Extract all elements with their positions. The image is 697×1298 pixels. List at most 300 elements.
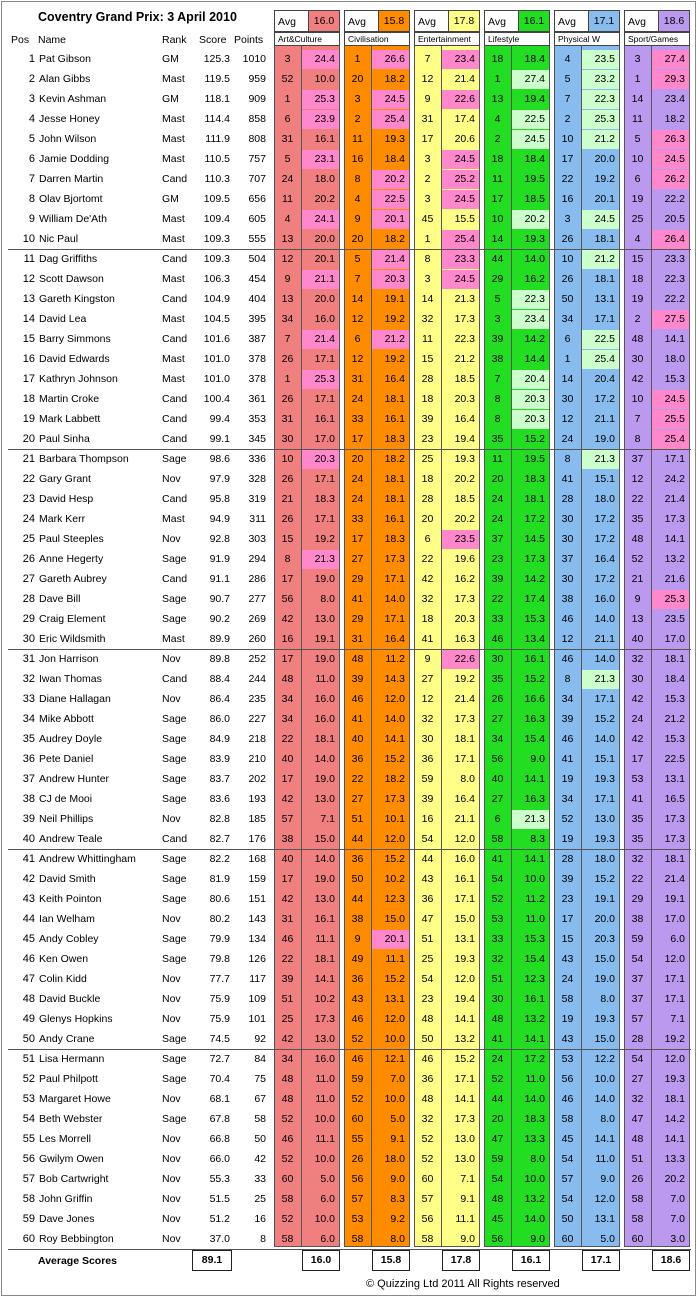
category-score: 22.3	[524, 293, 545, 305]
category-score: 19.6	[454, 553, 475, 565]
row-pos: 38	[22, 793, 35, 805]
category-rank: 25	[631, 213, 644, 225]
row-score: 99.1	[209, 433, 230, 445]
category-score: 17.0	[664, 633, 685, 645]
category-rank: 3	[424, 273, 431, 285]
category-rank: 58	[491, 833, 504, 845]
footer-label: Average Scores	[38, 1255, 117, 1267]
category-rank: 23	[421, 993, 434, 1005]
category-score: 24.5	[594, 213, 615, 225]
row-score: 94.9	[209, 513, 230, 525]
category-score: 15.0	[384, 913, 405, 925]
row-pos: 28	[22, 593, 35, 605]
row-rank: Sage	[162, 733, 187, 745]
category-score: 14.1	[524, 773, 545, 785]
row-score: 100.4	[203, 393, 230, 405]
row-pos: 46	[22, 953, 35, 965]
category-score: 11.0	[315, 1073, 335, 1085]
category-score: 18.1	[384, 473, 405, 485]
row-score: 51.5	[209, 1193, 230, 1205]
category-avg-label: Avg	[624, 10, 658, 32]
row-score: 106.3	[203, 273, 230, 285]
category-score: 8.0	[460, 773, 475, 785]
category-score: 20.0	[594, 153, 615, 165]
category-score: 7.1	[460, 1173, 475, 1185]
category-score: 18.0	[594, 853, 615, 865]
row-score: 125.3	[203, 53, 230, 65]
row-pos: 24	[22, 513, 35, 525]
row-points: 345	[248, 433, 266, 445]
category-score: 13.0	[314, 613, 335, 625]
category-rank: 39	[281, 973, 294, 985]
category-score: 15.1	[594, 473, 615, 485]
category-score: 13.0	[454, 1133, 475, 1145]
category-rank: 27	[421, 673, 434, 685]
row-pos: 30	[22, 633, 35, 645]
category-rank: 1	[424, 233, 431, 245]
category-score: 21.4	[384, 253, 405, 265]
category-score: 13.0	[454, 1153, 475, 1165]
category-rank: 6	[564, 333, 571, 345]
category-score: 18.4	[384, 153, 405, 165]
category-rank: 39	[561, 713, 574, 725]
category-rank: 22	[631, 873, 644, 885]
row-name: David Hesp	[39, 493, 94, 505]
category-rank: 39	[421, 413, 434, 425]
category-score: 21.4	[664, 873, 685, 885]
row-pos: 53	[22, 1093, 35, 1105]
category-rank: 17	[351, 533, 364, 545]
category-rank: 31	[351, 373, 364, 385]
row-rank: Sage	[162, 1033, 187, 1045]
category-score: 18.4	[664, 673, 685, 685]
category-score: 19.2	[384, 353, 405, 365]
row-name: Olav Bjortomt	[39, 193, 103, 205]
category-score: 24.2	[664, 473, 685, 485]
row-score: 66.8	[209, 1133, 230, 1145]
category-rank: 24	[631, 713, 644, 725]
copyright: © Quizzing Ltd 2011 All Rights reserved	[366, 1278, 560, 1290]
category-avg-value: 15.8	[378, 10, 410, 32]
row-score: 95.8	[209, 493, 230, 505]
category-rank: 25	[281, 1013, 294, 1025]
category-rank: 13	[281, 293, 294, 305]
category-rank: 19	[631, 193, 644, 205]
row-pos: 59	[22, 1213, 35, 1225]
row-score: 99.4	[209, 413, 230, 425]
row-name: Keith Pointon	[39, 893, 102, 905]
row-pos: 42	[22, 873, 35, 885]
category-score: 14.0	[524, 1093, 545, 1105]
row-rank: Sage	[162, 853, 187, 865]
category-score: 21.1	[594, 633, 615, 645]
row-rank: Mast	[162, 113, 185, 125]
category-rank: 53	[631, 773, 644, 785]
category-rank: 11	[422, 333, 433, 345]
row-score: 101.0	[203, 373, 230, 385]
row-name: Audrey Doyle	[39, 733, 103, 745]
category-score: 15.4	[524, 953, 545, 965]
category-score: 18.1	[384, 493, 405, 505]
category-score: 14.4	[524, 353, 545, 365]
row-name: Eric Wildsmith	[39, 633, 106, 645]
row-pos: 3	[28, 93, 35, 105]
category-rank: 50	[561, 293, 574, 305]
row-score: 109.3	[203, 233, 230, 245]
row-pos: 15	[22, 333, 35, 345]
category-rank: 40	[281, 853, 294, 865]
row-name: Paul Steeples	[39, 533, 104, 545]
category-score: 19.0	[314, 873, 335, 885]
header-name: Name	[38, 34, 67, 46]
category-rank: 48	[421, 1093, 434, 1105]
row-points: 235	[248, 693, 266, 705]
category-rank: 11	[492, 173, 503, 185]
row-pos: 39	[22, 813, 35, 825]
category-score: 25.4	[384, 113, 405, 125]
row-points: 16	[254, 1213, 266, 1225]
row-points: 269	[248, 613, 266, 625]
category-rank: 23	[491, 553, 504, 565]
row-pos: 44	[22, 913, 35, 925]
row-pos: 32	[22, 673, 35, 685]
category-rank: 26	[351, 1153, 364, 1165]
row-points: 58	[254, 1113, 266, 1125]
row-score: 75.9	[209, 993, 230, 1005]
row-name: Dag Griffiths	[39, 253, 98, 265]
row-score: 72.7	[209, 1053, 230, 1065]
category-rank: 33	[351, 513, 364, 525]
category-divider	[441, 46, 442, 1247]
category-score: 17.3	[454, 313, 475, 325]
category-score: 19.2	[384, 313, 405, 325]
row-name: Barbara Thompson	[39, 453, 129, 465]
category-rank: 24	[351, 393, 364, 405]
results-sheet	[1, 1, 696, 1296]
category-score: 13.0	[314, 793, 335, 805]
category-avg-label: Avg	[274, 10, 308, 32]
category-score: 16.0	[314, 1053, 335, 1065]
category-rank: 22	[281, 733, 294, 745]
category-rank: 32	[631, 853, 644, 865]
category-rank: 13	[631, 613, 644, 625]
category-rank: 47	[421, 913, 434, 925]
category-rank: 45	[561, 1133, 574, 1145]
category-label: Sport/Games	[624, 32, 690, 46]
category-rank: 41	[561, 753, 574, 765]
category-score: 25.3	[314, 93, 335, 105]
category-score: 21.2	[384, 333, 405, 345]
category-rank: 41	[351, 713, 364, 725]
row-points: 808	[248, 133, 266, 145]
row-points: 395	[248, 313, 266, 325]
category-rank: 56	[491, 1233, 504, 1245]
category-rank: 30	[631, 673, 644, 685]
category-rank: 8	[494, 413, 501, 425]
category-rank: 28	[421, 493, 434, 505]
row-rank: Nov	[162, 693, 181, 705]
category-avg-value: 17.1	[588, 10, 620, 32]
category-rank: 46	[491, 633, 504, 645]
row-pos: 25	[22, 533, 35, 545]
category-score: 18.2	[384, 773, 405, 785]
row-points: 404	[248, 293, 266, 305]
category-score: 19.4	[524, 93, 545, 105]
row-pos: 56	[22, 1153, 35, 1165]
category-rank: 39	[351, 673, 364, 685]
category-score: 8.0	[320, 593, 335, 605]
category-score: 17.1	[594, 313, 615, 325]
category-score: 19.3	[384, 133, 405, 145]
category-rank: 1	[564, 353, 571, 365]
category-rank: 2	[564, 113, 571, 125]
category-rank: 56	[561, 1073, 574, 1085]
category-rank: 58	[561, 1113, 574, 1125]
category-rank: 38	[351, 913, 364, 925]
category-score: 19.3	[664, 1073, 685, 1085]
row-pos: 45	[22, 933, 35, 945]
row-name: Mark Labbett	[39, 413, 101, 425]
category-rank: 32	[491, 953, 504, 965]
category-score: 19.5	[524, 173, 545, 185]
category-rank: 34	[561, 793, 574, 805]
category-score: 10.0	[314, 73, 335, 85]
category-rank: 5	[564, 73, 571, 85]
category-rank: 55	[351, 1133, 364, 1145]
category-score: 17.1	[594, 793, 615, 805]
category-rank: 33	[491, 933, 504, 945]
row-points: 353	[248, 413, 266, 425]
category-score: 17.3	[314, 1013, 335, 1025]
row-pos: 36	[22, 753, 35, 765]
category-avg-label: Avg	[344, 10, 378, 32]
category-rank: 31	[281, 413, 294, 425]
row-score: 118.1	[204, 93, 230, 105]
row-rank: Sage	[162, 793, 187, 805]
category-rank: 19	[561, 773, 574, 785]
category-score: 17.1	[314, 473, 335, 485]
row-score: 109.5	[203, 193, 230, 205]
category-rank: 48	[631, 1133, 644, 1145]
category-rank: 24	[491, 1053, 504, 1065]
category-score: 18.1	[314, 953, 335, 965]
category-score: 12.3	[384, 893, 405, 905]
category-rank: 31	[281, 913, 294, 925]
category-score: 18.2	[384, 453, 405, 465]
category-score: 16.4	[454, 413, 475, 425]
row-score: 70.4	[209, 1073, 230, 1085]
category-rank: 44	[491, 1093, 504, 1105]
category-rank: 36	[421, 1073, 434, 1085]
category-score: 15.2	[594, 713, 615, 725]
row-score: 82.2	[209, 853, 230, 865]
footer-category-avg: 17.8	[442, 1250, 480, 1271]
category-rank: 52	[351, 1033, 364, 1045]
category-score: 10.0	[314, 1153, 335, 1165]
category-rank: 32	[631, 653, 644, 665]
row-pos: 50	[22, 1033, 35, 1045]
category-rank: 48	[491, 1013, 504, 1025]
row-name: David Smith	[39, 873, 96, 885]
category-score: 15.0	[314, 833, 335, 845]
category-score: 21.3	[454, 293, 475, 305]
category-rank: 29	[491, 273, 504, 285]
category-score: 25.2	[454, 173, 475, 185]
category-score: 14.1	[594, 1133, 615, 1145]
category-rank: 14	[631, 93, 644, 105]
category-score: 18.1	[384, 393, 405, 405]
category-rank: 59	[351, 1073, 364, 1085]
category-rank: 18	[491, 153, 504, 165]
row-points: 8	[260, 1233, 266, 1245]
category-score: 8.0	[600, 1113, 615, 1125]
category-score: 17.3	[454, 1113, 475, 1125]
row-pos: 47	[22, 973, 35, 985]
category-score: 6.0	[670, 933, 685, 945]
category-rank: 12	[281, 253, 294, 265]
category-rank: 14	[561, 373, 574, 385]
category-rank: 9	[354, 933, 361, 945]
row-name: Roy Bebbington	[39, 1233, 114, 1245]
category-rank: 59	[421, 773, 434, 785]
category-rank: 38	[561, 593, 574, 605]
category-score: 10.0	[524, 1173, 545, 1185]
category-rank: 60	[561, 1233, 574, 1245]
row-rank: Nov	[162, 1013, 181, 1025]
category-rank: 10	[491, 213, 504, 225]
category-rank: 3	[634, 53, 641, 65]
category-rank: 7	[354, 273, 361, 285]
category-rank: 16	[281, 633, 294, 645]
category-score: 20.3	[454, 393, 475, 405]
category-rank: 11	[492, 453, 503, 465]
row-name: CJ de Mooi	[39, 793, 93, 805]
category-rank: 3	[284, 53, 291, 65]
row-name: Anne Hegerty	[39, 553, 104, 565]
category-rank: 51	[281, 993, 294, 1005]
row-points: 707	[248, 173, 266, 185]
row-score: 84.9	[209, 733, 230, 745]
category-rank: 46	[351, 1013, 364, 1025]
row-rank: Sage	[162, 773, 187, 785]
category-rank: 7	[284, 333, 291, 345]
category-rank: 29	[351, 573, 364, 585]
category-rank: 56	[281, 593, 294, 605]
category-avg-value: 16.0	[308, 10, 340, 32]
category-score: 14.1	[454, 1093, 475, 1105]
category-rank: 35	[631, 513, 644, 525]
category-score: 22.6	[454, 653, 475, 665]
category-rank: 26	[561, 273, 574, 285]
category-score: 9.1	[390, 1133, 405, 1145]
row-rank: Sage	[162, 893, 187, 905]
row-pos: 37	[22, 773, 35, 785]
category-rank: 12	[421, 693, 434, 705]
category-score: 20.0	[314, 233, 335, 245]
category-rank: 42	[631, 733, 644, 745]
category-score: 14.0	[524, 1213, 545, 1225]
category-rank: 32	[421, 313, 434, 325]
row-points: 303	[248, 533, 266, 545]
row-points: 42	[254, 1153, 266, 1165]
category-score: 23.5	[664, 613, 685, 625]
category-score: 22.2	[664, 193, 685, 205]
category-rank: 5	[354, 253, 361, 265]
category-score: 21.2	[664, 713, 685, 725]
category-divider	[301, 46, 302, 1247]
category-score: 18.3	[384, 533, 405, 545]
category-rank: 8	[284, 553, 291, 565]
category-rank: 3	[354, 93, 361, 105]
category-rank: 28	[421, 373, 434, 385]
row-score: 89.8	[209, 653, 230, 665]
category-score: 17.2	[594, 533, 615, 545]
row-rank: Sage	[162, 593, 187, 605]
category-score: 12.0	[594, 1193, 615, 1205]
category-rank: 29	[631, 893, 644, 905]
category-rank: 22	[421, 553, 434, 565]
category-score: 25.3	[314, 373, 335, 385]
header-pos: Pos	[11, 34, 30, 46]
category-score: 19.3	[594, 1013, 615, 1025]
row-pos: 55	[22, 1133, 35, 1145]
category-rank: 1	[284, 373, 291, 385]
category-rank: 16	[561, 193, 574, 205]
category-score: 9.0	[530, 753, 545, 765]
category-rank: 26	[491, 693, 504, 705]
category-rank: 30	[561, 573, 574, 585]
row-name: Andrew Whittingham	[39, 853, 136, 865]
category-score: 17.3	[384, 793, 405, 805]
category-score: 23.9	[314, 113, 335, 125]
category-rank: 43	[421, 873, 434, 885]
row-points: 378	[248, 353, 266, 365]
category-rank: 40	[491, 773, 504, 785]
category-score: 16.3	[524, 713, 545, 725]
category-score: 20.2	[384, 173, 405, 185]
category-rank: 60	[421, 1173, 434, 1185]
category-score: 16.1	[524, 653, 545, 665]
category-rank: 51	[631, 1153, 644, 1165]
row-score: 79.9	[209, 933, 230, 945]
category-score: 17.2	[594, 573, 615, 585]
category-score: 18.1	[594, 233, 615, 245]
category-score: 18.4	[524, 53, 545, 65]
category-score: 8.0	[600, 993, 615, 1005]
category-rank: 21	[281, 493, 294, 505]
category-rank: 37	[631, 973, 644, 985]
row-pos: 10	[22, 233, 35, 245]
category-rank: 57	[421, 1193, 434, 1205]
row-rank: Cand	[162, 393, 188, 405]
category-score: 18.2	[664, 113, 685, 125]
category-score: 23.5	[594, 53, 615, 65]
category-score: 24.5	[384, 93, 405, 105]
category-score: 20.1	[594, 193, 615, 205]
category-rank: 17	[281, 573, 294, 585]
row-rank: Sage	[162, 453, 187, 465]
category-score: 15.2	[524, 433, 545, 445]
category-label: Lifestyle	[484, 32, 550, 46]
category-rank: 2	[634, 313, 641, 325]
row-score: 109.4	[203, 213, 230, 225]
category-rank: 37	[561, 553, 574, 565]
row-pos: 11	[23, 253, 35, 265]
category-rank: 7	[494, 373, 501, 385]
row-rank: Mast	[162, 233, 185, 245]
category-rank: 58	[281, 1233, 294, 1245]
category-rank: 35	[491, 673, 504, 685]
